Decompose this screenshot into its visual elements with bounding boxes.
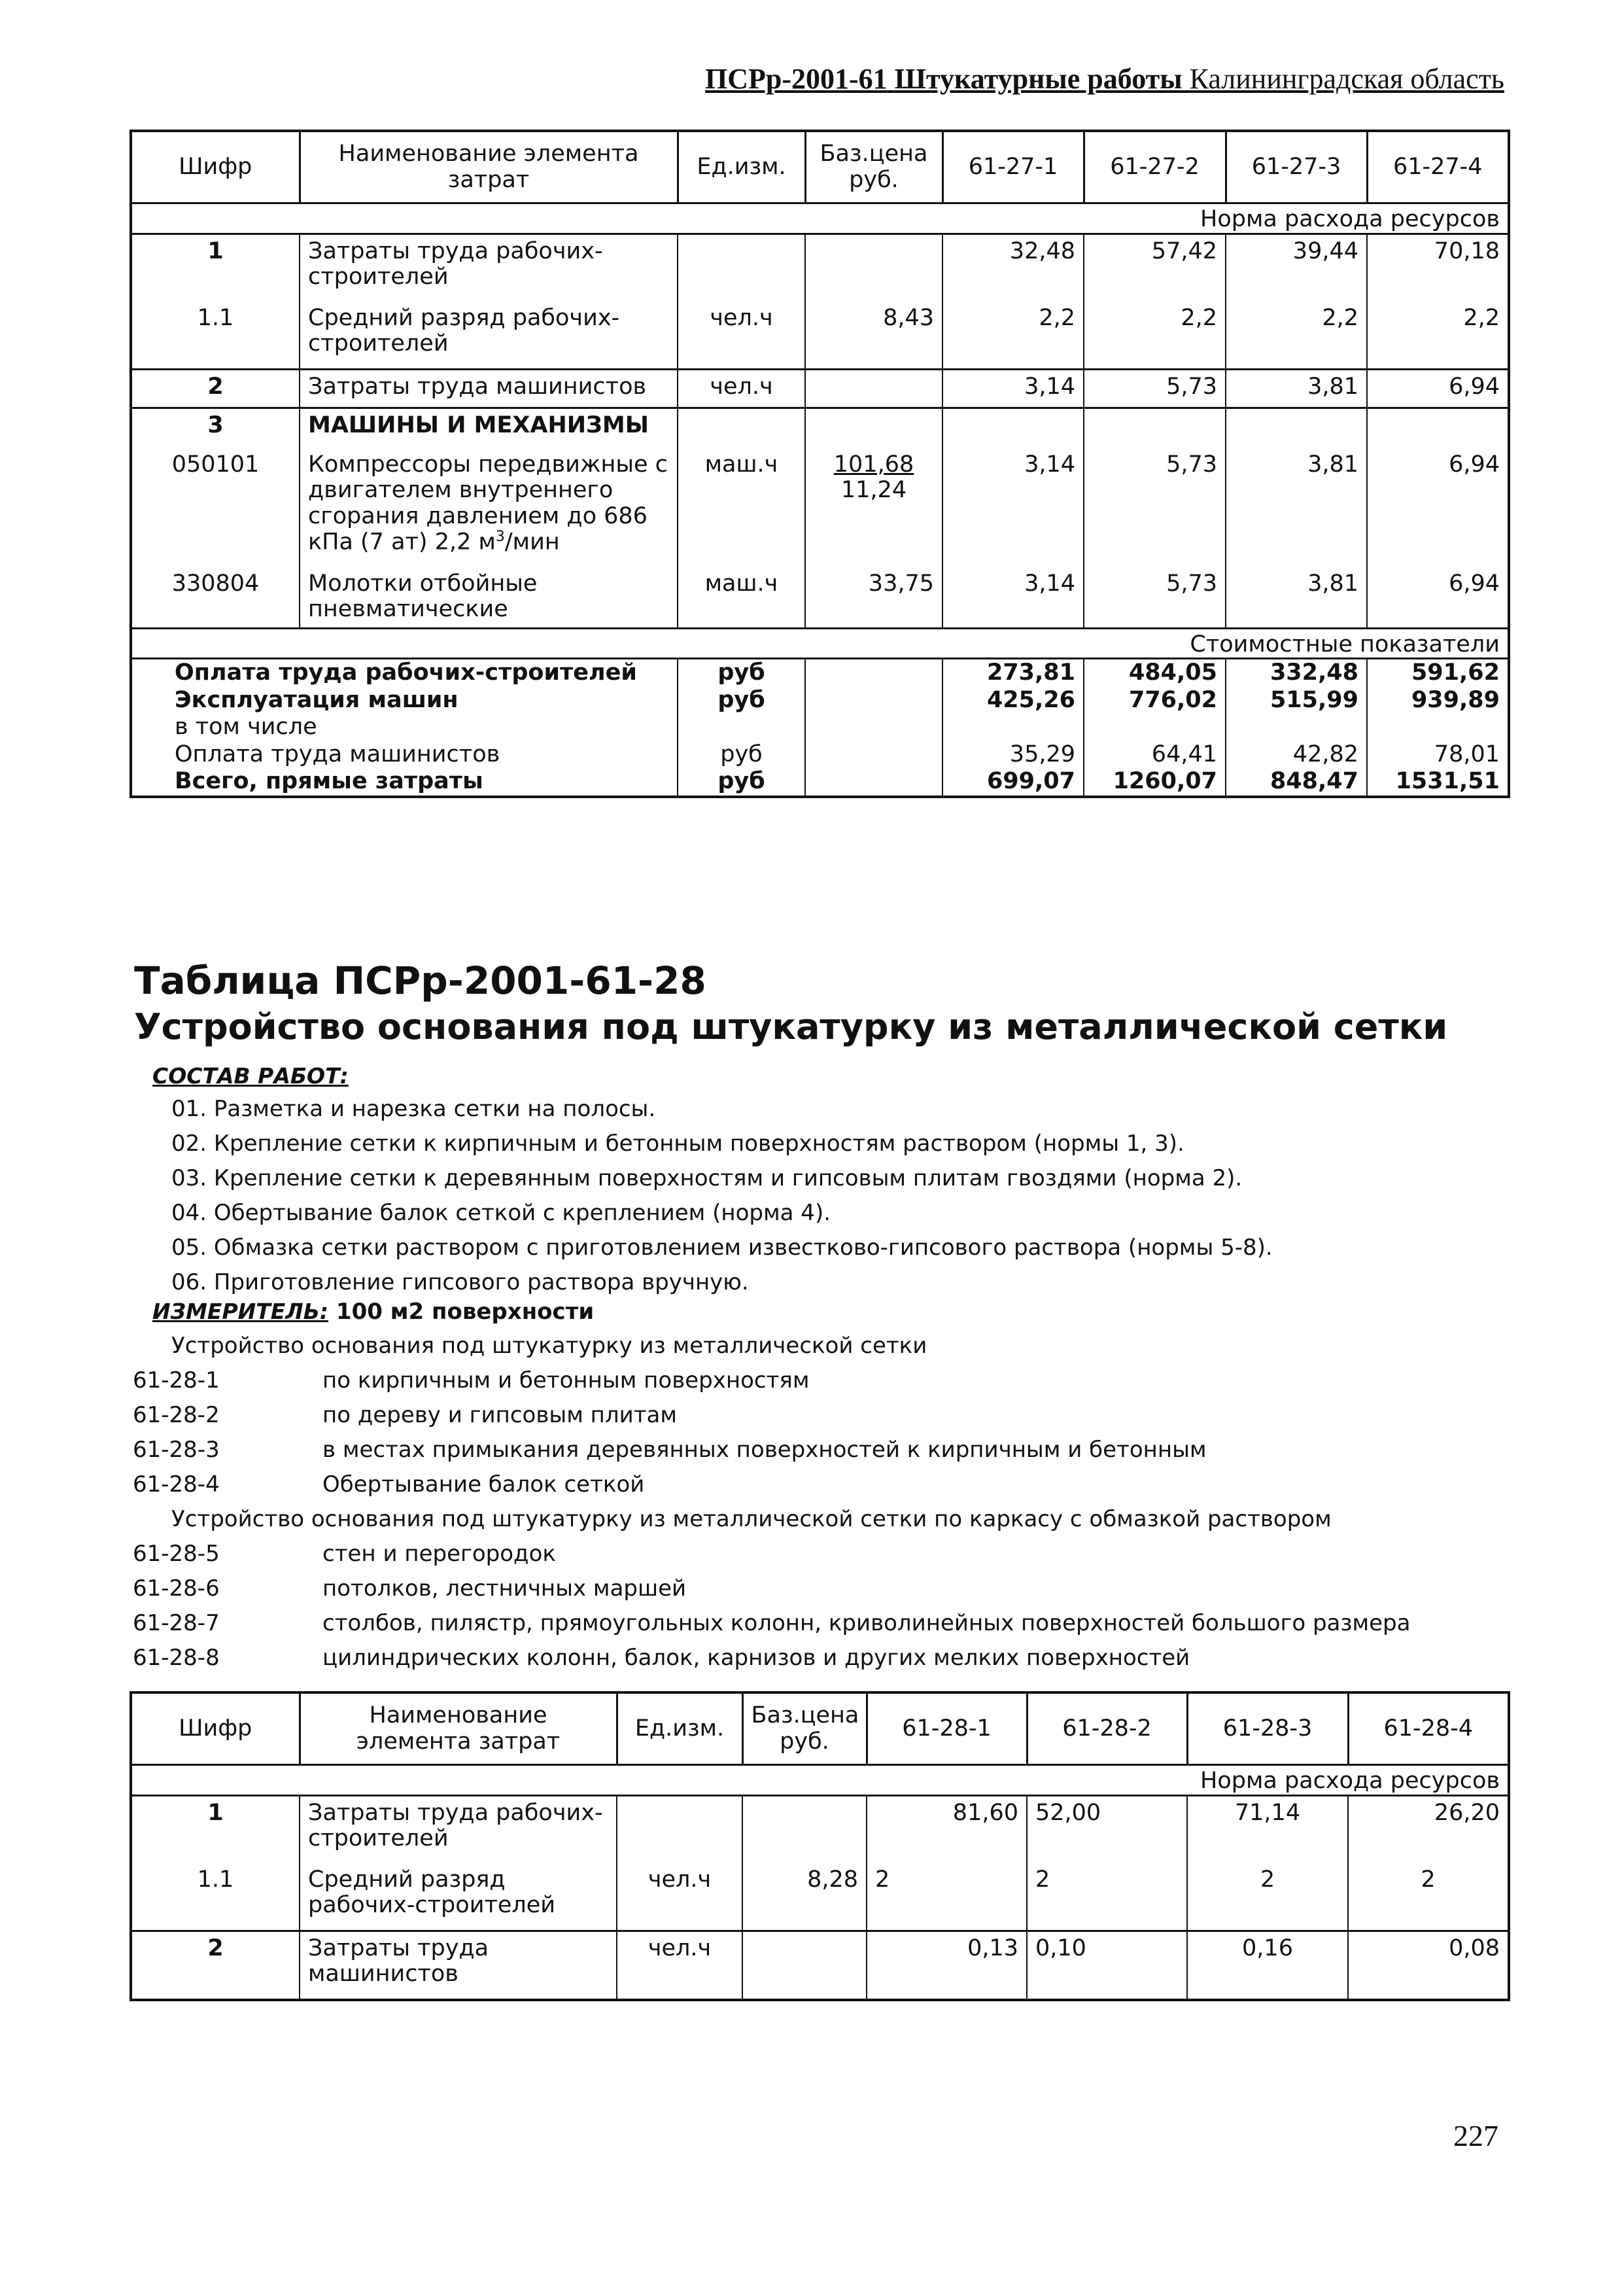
- cell-price: [805, 369, 942, 408]
- col-header: Наименование элемента затрат: [300, 131, 678, 203]
- table-61-28: [130, 1691, 1510, 2001]
- cell-value: 2: [1348, 1863, 1509, 1931]
- cell-value: 0,10: [1027, 1931, 1187, 2000]
- cell-value: 0,13: [867, 1931, 1027, 2000]
- list-item: 61-28-5 стен и перегородок: [133, 1541, 556, 1567]
- cell-code: 2: [131, 1931, 300, 2000]
- cell-value: 3,81: [1226, 369, 1367, 408]
- list-item: 61-28-8 цилиндрических колонн, балок, карнизов и других мелких поверхностей: [133, 1645, 1190, 1671]
- cell-price: [742, 1931, 867, 2000]
- total-value: 939,89: [1367, 687, 1509, 714]
- table-61-27: [130, 130, 1510, 798]
- cell-value: 5,73: [1084, 567, 1226, 629]
- total-unit: руб: [678, 741, 805, 769]
- col-header: 61-27-2: [1084, 131, 1226, 203]
- total-value: 1531,51: [1367, 768, 1509, 797]
- table-row: [131, 302, 1509, 370]
- cell-price: 8,28: [742, 1863, 867, 1931]
- total-value: 1260,07: [1084, 768, 1226, 797]
- cell-value: 5,73: [1084, 448, 1226, 567]
- col-header: 61-28-4: [1348, 1692, 1509, 1765]
- total-label: Оплата труда рабочих-строителей: [131, 659, 678, 687]
- list-item: 61-28-2 по дереву и гипсовым плитам: [133, 1402, 678, 1428]
- table-row: [131, 1931, 1509, 2000]
- col-header: Ед.изм.: [678, 131, 805, 203]
- list-item: 61-28-3 в местах примыкания деревянных поверхностей к кирпичным и бетонным: [133, 1437, 1207, 1463]
- col-header: Наименование элемента затрат: [300, 1692, 617, 1765]
- table-row: [131, 448, 1509, 567]
- col-header: Баз.цена руб.: [805, 131, 942, 203]
- total-unit: руб: [678, 659, 805, 687]
- table-row: [131, 567, 1509, 629]
- total-label: Всего, прямые затраты: [131, 768, 678, 797]
- norm-list: [133, 1541, 1410, 1679]
- cell-price: [742, 1795, 867, 1863]
- total-row: [131, 741, 1509, 769]
- cell-value: 6,94: [1367, 567, 1509, 629]
- cell-value: 6,94: [1367, 369, 1509, 408]
- col-header: 61-28-3: [1187, 1692, 1348, 1765]
- cell-code: 3: [131, 408, 300, 448]
- table-row: [131, 1795, 1509, 1863]
- cell-value: 0,08: [1348, 1931, 1509, 2000]
- total-row: [131, 714, 1509, 741]
- section-row: [131, 628, 1509, 659]
- header-code: ПСРр-2001-61: [705, 63, 888, 95]
- table-row: [131, 369, 1509, 408]
- group-title: Устройство основания под штукатурку из металлической сетки: [171, 1333, 927, 1359]
- cell-name: Затраты труда рабочих-строителей: [300, 1795, 617, 1863]
- total-value: 776,02: [1084, 687, 1226, 714]
- measure-label: ИЗМЕРИТЕЛЬ:: [152, 1299, 329, 1324]
- table-row: [131, 234, 1509, 302]
- col-header: 61-27-4: [1367, 131, 1509, 203]
- norm-label: Норма расхода ресурсов: [131, 203, 1509, 234]
- list-item: 61-28-4 Обертывание балок сеткой: [133, 1471, 645, 1498]
- cell-value: 2,2: [1226, 302, 1367, 370]
- running-header: [654, 62, 1504, 96]
- cell-value: 2: [867, 1863, 1027, 1931]
- total-value: 425,26: [942, 687, 1084, 714]
- cell-value: 2,2: [1084, 302, 1226, 370]
- cell-unit: маш.ч: [678, 448, 805, 567]
- cell-name: Молотки отбойные пневматические: [300, 567, 678, 629]
- total-value: 64,41: [1084, 741, 1226, 769]
- cell-value: 2: [1027, 1863, 1187, 1931]
- cell-code: 2: [131, 369, 300, 408]
- work-composition-list: [171, 1096, 1273, 1304]
- cell-name: МАШИНЫ И МЕХАНИЗМЫ: [300, 408, 678, 448]
- cell-unit: [678, 234, 805, 302]
- table-header-row: [131, 1692, 1509, 1765]
- cell-value: 26,20: [1348, 1795, 1509, 1863]
- list-item: 01. Разметка и нарезка сетки на полосы.: [171, 1096, 656, 1122]
- page-number: 227: [1453, 2119, 1498, 2152]
- cell-price: 33,75: [805, 567, 942, 629]
- col-header: 61-27-3: [1226, 131, 1367, 203]
- total-unit: руб: [678, 768, 805, 797]
- table-row: [131, 408, 1509, 448]
- group-title: Устройство основания под штукатурку из металлической сетки по каркасу с обмазкой раствором: [171, 1506, 1332, 1532]
- total-row: [131, 659, 1509, 687]
- cell-value: 3,81: [1226, 448, 1367, 567]
- table-row: [131, 1863, 1509, 1931]
- col-header: 61-28-2: [1027, 1692, 1187, 1765]
- total-row: [131, 687, 1509, 714]
- cell-unit: чел.ч: [617, 1931, 742, 2000]
- total-value: 699,07: [942, 768, 1084, 797]
- list-item: 61-28-6 потолков, лестничных маршей: [133, 1575, 687, 1602]
- list-item: 02. Крепление сетки к кирпичным и бетонным поверхностям раствором (нормы 1, 3).: [171, 1130, 1184, 1157]
- col-header: Ед.изм.: [617, 1692, 742, 1765]
- total-label: Оплата труда машинистов: [131, 741, 678, 769]
- cell-unit: чел.ч: [678, 302, 805, 370]
- cell-code: 050101: [131, 448, 300, 567]
- cell-value: 52,00: [1027, 1795, 1187, 1863]
- header-region: Калининградская область: [1189, 63, 1504, 95]
- col-header: Баз.цена руб.: [742, 1692, 867, 1765]
- cell-value: 2,2: [942, 302, 1084, 370]
- total-value: 78,01: [1367, 741, 1509, 769]
- cell-value: 39,44: [1226, 234, 1367, 302]
- cell-value: 3,81: [1226, 567, 1367, 629]
- norm-label: Норма расхода ресурсов: [131, 1765, 1509, 1796]
- table-title: Таблица ПСРр-2001-61-28: [134, 958, 706, 1003]
- section-row: [131, 1765, 1509, 1796]
- cell-value: 3,14: [942, 448, 1084, 567]
- cost-label: Стоимостные показатели: [131, 628, 1509, 659]
- total-value: 591,62: [1367, 659, 1509, 687]
- cell-price: 101,68 11,24: [805, 448, 942, 567]
- list-item: 61-28-1 по кирпичным и бетонным поверхностям: [133, 1367, 810, 1393]
- total-value: 42,82: [1226, 741, 1367, 769]
- cell-name: Затраты труда рабочих-строителей: [300, 234, 678, 302]
- cell-value: 32,48: [942, 234, 1084, 302]
- total-value: 484,05: [1084, 659, 1226, 687]
- col-header: Шифр: [131, 131, 300, 203]
- total-row: [131, 768, 1509, 797]
- col-header: 61-28-1: [867, 1692, 1027, 1765]
- cell-value: 6,94: [1367, 448, 1509, 567]
- cell-value: 81,60: [867, 1795, 1027, 1863]
- list-item: 03. Крепление сетки к деревянным поверхностям и гипсовым плитам гвоздями (норма 2).: [171, 1165, 1243, 1191]
- cell-value: 57,42: [1084, 234, 1226, 302]
- table-header-row: [131, 131, 1509, 203]
- cell-value: 71,14: [1187, 1795, 1348, 1863]
- col-header: Шифр: [131, 1692, 300, 1765]
- section-row: [131, 203, 1509, 234]
- cell-code: 1.1: [131, 302, 300, 370]
- cell-price: [805, 234, 942, 302]
- total-unit: руб: [678, 687, 805, 714]
- cell-name: Затраты труда машинистов: [300, 369, 678, 408]
- total-value: 35,29: [942, 741, 1084, 769]
- measure-line: [152, 1299, 594, 1325]
- cell-unit: чел.ч: [678, 369, 805, 408]
- cell-unit: чел.ч: [617, 1863, 742, 1931]
- cell-code: 1: [131, 234, 300, 302]
- header-section: Штукатурные работы: [894, 63, 1183, 95]
- total-label: Эксплуатация машин: [131, 687, 678, 714]
- total-value: 273,81: [942, 659, 1084, 687]
- list-item: 61-28-7 столбов, пилястр, прямоугольных колонн, криволинейных поверхностей большого размера: [133, 1610, 1411, 1636]
- cell-value: 70,18: [1367, 234, 1509, 302]
- cell-code: 1: [131, 1795, 300, 1863]
- cell-unit: [617, 1795, 742, 1863]
- cell-unit: маш.ч: [678, 567, 805, 629]
- cell-name: Компрессоры передвижные с двигателем внутреннего сгорания давлением до 686 кПа (7 ат) 2,2 $м^3$/мин: [300, 448, 678, 567]
- cell-code: 1.1: [131, 1863, 300, 1931]
- work-composition-label: СОСТАВ РАБОТ:: [152, 1063, 349, 1089]
- table-subtitle: Устройство основания под штукатурку из металлической сетки: [134, 1006, 1448, 1047]
- list-item: 04. Обертывание балок сеткой с креплением (норма 4).: [171, 1200, 831, 1226]
- list-item: 05. Обмазка сетки раствором с приготовлением известково-гипсового раствора (нормы 5-8).: [171, 1235, 1273, 1261]
- norm-list: [133, 1367, 1207, 1506]
- cell-value: 3,14: [942, 369, 1084, 408]
- cell-price: 8,43: [805, 302, 942, 370]
- cell-value: 0,16: [1187, 1931, 1348, 2000]
- total-value: 515,99: [1226, 687, 1367, 714]
- cell-name: Затраты труда машинистов: [300, 1931, 617, 2000]
- total-value: 848,47: [1226, 768, 1367, 797]
- cell-name: Средний разряд рабочих-строителей: [300, 1863, 617, 1931]
- cell-value: 2,2: [1367, 302, 1509, 370]
- cell-name: Средний разряд рабочих-строителей: [300, 302, 678, 370]
- col-header: 61-27-1: [942, 131, 1084, 203]
- cell-code: 330804: [131, 567, 300, 629]
- total-value: 332,48: [1226, 659, 1367, 687]
- cell-value: 5,73: [1084, 369, 1226, 408]
- list-item: 06. Приготовление гипсового раствора вручную.: [171, 1269, 749, 1295]
- cell-value: 3,14: [942, 567, 1084, 629]
- total-label: в том числе: [131, 714, 678, 741]
- measure-value: 100 м2 поверхности: [336, 1299, 595, 1325]
- cell-value: 2: [1187, 1863, 1348, 1931]
